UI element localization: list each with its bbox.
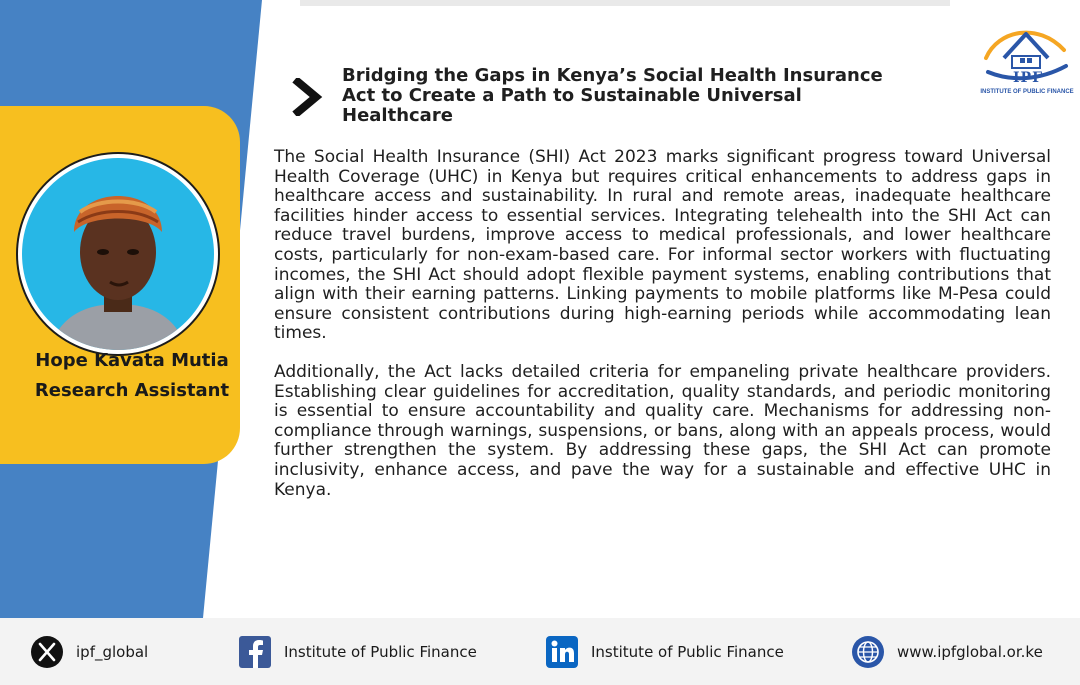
article-paragraph: The Social Health Insurance (SHI) Act 2023 marks significant progress toward Universal Health Coverage (UHC) in Kenya but requires critical enhancements to address gaps in healthcare access and sustainability. In rural and remote areas, inadequate healthcare facilities hinder access to essential services. Integrating telehealth into the SHI Act can reduce travel burdens, improve access to medical professionals, and lower healthcare costs, particularly for non-exam-based care. For informal sector workers with fluctuating incomes, the SHI Act should adopt flexible payment systems, enabling contributions that align with their earning patterns. Linking payments to mobile platforms like M-Pesa could ensure consistent contributions during high-earning periods while accommodating lean times.: [274, 147, 1051, 344]
article-paragraph: Additionally, the Act lacks detailed criteria for empaneling private healthcare providers. Establishing clear guidelines for accreditation, quality standards, and periodic monitoring is essential to ensure accountability and quality care. Mechanisms for addressing non-compliance through warnings, suspensions, or bans, along with an appeals process, would further strengthen the system. By addressing these gaps, the SHI Act can promote inclusivity, enhance access, and pave the way for a sustainable and effective UHC in Kenya.: [274, 361, 1051, 500]
person-role: Research Assistant: [34, 380, 230, 401]
person-name: Hope Kavata Mutia: [35, 350, 229, 371]
footer-website[interactable]: [851, 634, 1043, 670]
facebook-icon: [238, 635, 272, 669]
article-body: [274, 148, 1051, 519]
title-line: Healthcare: [342, 105, 453, 126]
facebook-label[interactable]: Institute of Public Finance: [284, 643, 477, 661]
profile-card: [0, 106, 240, 464]
footer-facebook[interactable]: [238, 634, 477, 670]
title-line: Bridging the Gaps in Kenya’s Social Health Insurance: [342, 65, 883, 86]
title-line: Act to Create a Path to Sustainable Universal: [342, 85, 802, 106]
chevron-right-icon: [292, 78, 324, 116]
x-logo-icon: [30, 635, 64, 669]
logo-tagline: INSTITUTE OF PUBLIC FINANCE: [980, 89, 1074, 95]
linkedin-label[interactable]: Institute of Public Finance: [591, 643, 784, 661]
logo-brand-text: IPF: [1013, 70, 1044, 86]
person-photo: [18, 154, 218, 354]
linkedin-icon: [545, 635, 579, 669]
footer-twitter[interactable]: [30, 634, 148, 670]
article-title: [342, 66, 942, 126]
top-strip: [300, 0, 950, 6]
globe-icon: [851, 635, 885, 669]
website-url[interactable]: www.ipfglobal.or.ke: [897, 643, 1043, 661]
twitter-handle[interactable]: ipf_global: [76, 643, 149, 661]
footer-linkedin[interactable]: [545, 634, 784, 670]
